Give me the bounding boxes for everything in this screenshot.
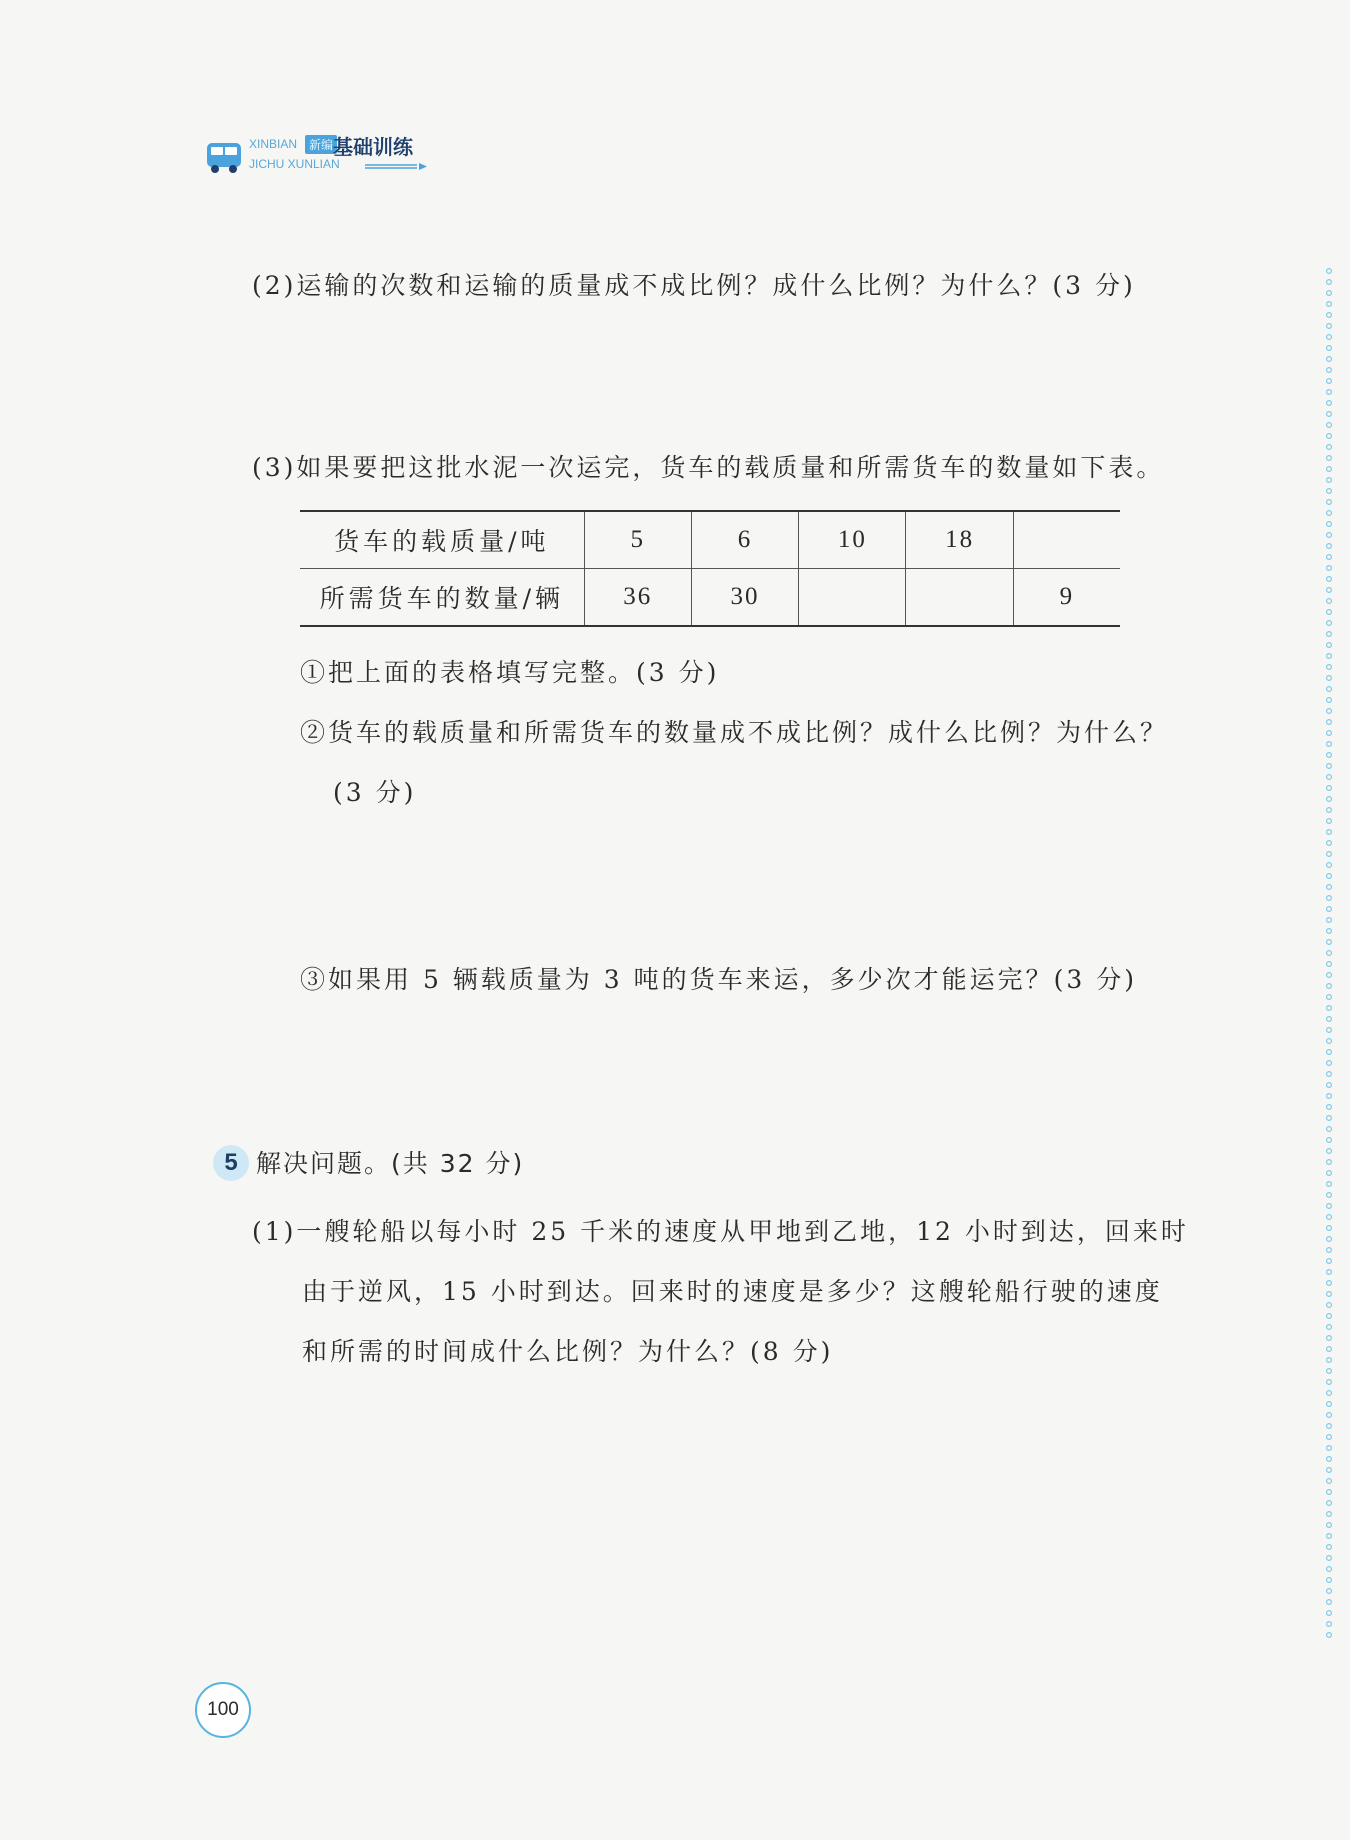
question-5-1-line2: 由于逆风，15 小时到达。回来时的速度是多少？这艘轮船行驶的速度 xyxy=(302,1277,1163,1306)
table-cell: 9 xyxy=(1013,569,1120,627)
logo-top-text: XINBIAN xyxy=(249,137,298,151)
question-number-badge: 5 xyxy=(213,1145,249,1181)
logo-bottom-text: JICHU XUNLIAN xyxy=(249,157,340,171)
table-cell-blank xyxy=(906,569,1013,627)
row-label-count: 所需货车的数量/辆 xyxy=(300,569,584,627)
table-cell: 36 xyxy=(584,569,691,627)
bus-icon xyxy=(205,139,245,175)
sub-question-2: ②货车的载质量和所需货车的数量成不成比例？成什么比例？为什么？ xyxy=(300,718,1169,747)
table-row xyxy=(300,569,1120,627)
table-cell: 10 xyxy=(799,511,906,569)
table-cell: 18 xyxy=(906,511,1013,569)
table-row xyxy=(300,511,1120,569)
row-label-load: 货车的载质量/吨 xyxy=(300,511,584,569)
sub-question-1: ①把上面的表格填写完整。(3 分) xyxy=(300,658,720,687)
table-cell: 5 xyxy=(584,511,691,569)
table-cell: 6 xyxy=(691,511,798,569)
logo-tag: 新编 xyxy=(305,135,337,154)
question-5-1-line3: 和所需的时间成什么比例？为什么？(8 分) xyxy=(302,1337,834,1366)
arrow-line-icon xyxy=(365,163,427,170)
table-cell: 30 xyxy=(691,569,798,627)
sub-question-3: ③如果用 5 辆载质量为 3 吨的货车来运，多少次才能运完？(3 分) xyxy=(300,965,1137,994)
table-cell-blank xyxy=(799,569,906,627)
question-4-3-intro: (3)如果要把这批水泥一次运完，货车的载质量和所需货车的数量如下表。 xyxy=(252,453,1165,482)
logo-title: 基础训练 xyxy=(333,135,413,159)
series-logo xyxy=(205,135,445,181)
page-number: 100 xyxy=(195,1682,251,1738)
table-cell-blank xyxy=(1013,511,1120,569)
perforation-edge xyxy=(1322,265,1336,1645)
section-title: 解决问题。(共 32 分) xyxy=(256,1149,525,1178)
cargo-table xyxy=(300,510,1120,627)
question-5-1-line1: (1)一艘轮船以每小时 25 千米的速度从甲地到乙地，12 小时到达，回来时 xyxy=(252,1217,1189,1246)
question-4-2: (2)运输的次数和运输的质量成不成比例？成什么比例？为什么？(3 分) xyxy=(252,271,1136,300)
sub-question-2-score: (3 分) xyxy=(333,778,417,807)
